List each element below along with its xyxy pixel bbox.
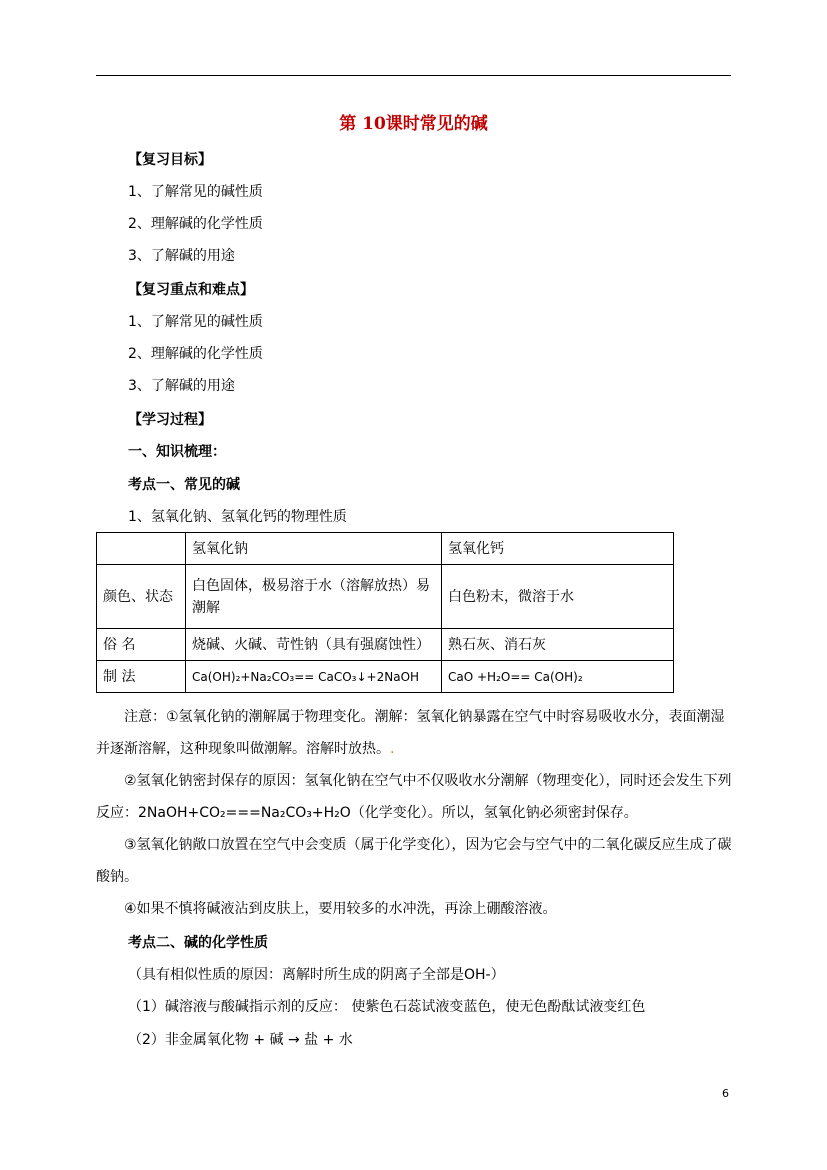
point2-item: （2）非金属氧化物 + 碱 → 盐 + 水 <box>128 1032 353 1048</box>
note-1-dot: . <box>390 741 395 757</box>
note-1 <box>96 701 732 765</box>
goal-item: 3、了解碱的用途 <box>128 248 235 264</box>
table-cell: 烧碱、火碱、苛性钠（具有强腐蚀性） <box>186 629 442 661</box>
table-cell: 白色固体，极易溶于水（溶解放热）易潮解 <box>186 565 442 629</box>
page-title: 第 10课时常见的碱 <box>339 114 488 134</box>
point1-heading: 考点一、常见的碱 <box>128 477 240 493</box>
table-cell: Ca(OH)₂+Na₂CO₃== CaCO₃↓+2NaOH <box>186 661 442 693</box>
point2-item: （1）碱溶液与酸碱指示剂的反应： 使紫色石蕊试液变蓝色，使无色酚酞试液变红色 <box>128 999 646 1015</box>
table-cell: 制 法 <box>97 661 186 693</box>
note-4: ④如果不慎将碱液沾到皮肤上，要用较多的水冲洗，再涂上硼酸溶液。 <box>124 901 557 917</box>
table-cell: CaO +H₂O== Ca(OH)₂ <box>442 661 674 693</box>
goal-item: 2、理解碱的化学性质 <box>128 216 263 232</box>
key-heading: 【复习重点和难点】 <box>128 282 254 298</box>
table-row <box>97 629 674 661</box>
table-row <box>97 661 674 693</box>
point1-subheading: 1、氢氧化钠、氢氧化钙的物理性质 <box>128 509 347 525</box>
goals-heading: 【复习目标】 <box>128 152 212 168</box>
note-3: ③氢氧化钠敞口放置在空气中会变质（属于化学变化），因为它会与空气中的二氧化碳反应生成了碳酸钠。 <box>96 837 732 885</box>
table-cell: 俗 名 <box>97 629 186 661</box>
header-rule <box>96 75 731 76</box>
table-row <box>97 565 674 629</box>
table-cell: 颜色、状态 <box>97 565 186 629</box>
table-cell: 白色粉末，微溶于水 <box>442 565 674 629</box>
table-cell <box>97 533 186 565</box>
key-item: 2、理解碱的化学性质 <box>128 346 263 362</box>
properties-table <box>96 532 674 693</box>
table-cell: 熟石灰、消石灰 <box>442 629 674 661</box>
note-1-text: 注意：①氢氧化钠的潮解属于物理变化。潮解：氢氧化钠暴露在空气中时容易吸收水分，表面潮湿并逐渐溶解，这种现象叫做潮解。溶解时放热。 <box>96 709 725 757</box>
point2-heading: 考点二、碱的化学性质 <box>128 935 268 951</box>
table-cell: 氢氧化钠 <box>186 533 442 565</box>
point2-reason: （具有相似性质的原因：离解时所生成的阴离子全部是OH-） <box>128 967 505 983</box>
key-item: 3、了解碱的用途 <box>128 378 235 394</box>
note-2: ②氢氧化钠密封保存的原因：氢氧化钠在空气中不仅吸收水分潮解（物理变化），同时还会发生下列反应：2NaOH+CO₂===Na₂CO₃+H₂O（化学变化）。所以，氢氧化钠必须密封保存。 <box>96 773 732 821</box>
table-cell: 氢氧化钙 <box>442 533 674 565</box>
page-number: 6 <box>722 1087 729 1100</box>
process-heading: 【学习过程】 <box>128 412 212 428</box>
goal-item: 1、了解常见的碱性质 <box>128 184 263 200</box>
key-item: 1、了解常见的碱性质 <box>128 314 263 330</box>
knowledge-subheading: 一、知识梳理： <box>128 444 226 460</box>
table-row <box>97 533 674 565</box>
